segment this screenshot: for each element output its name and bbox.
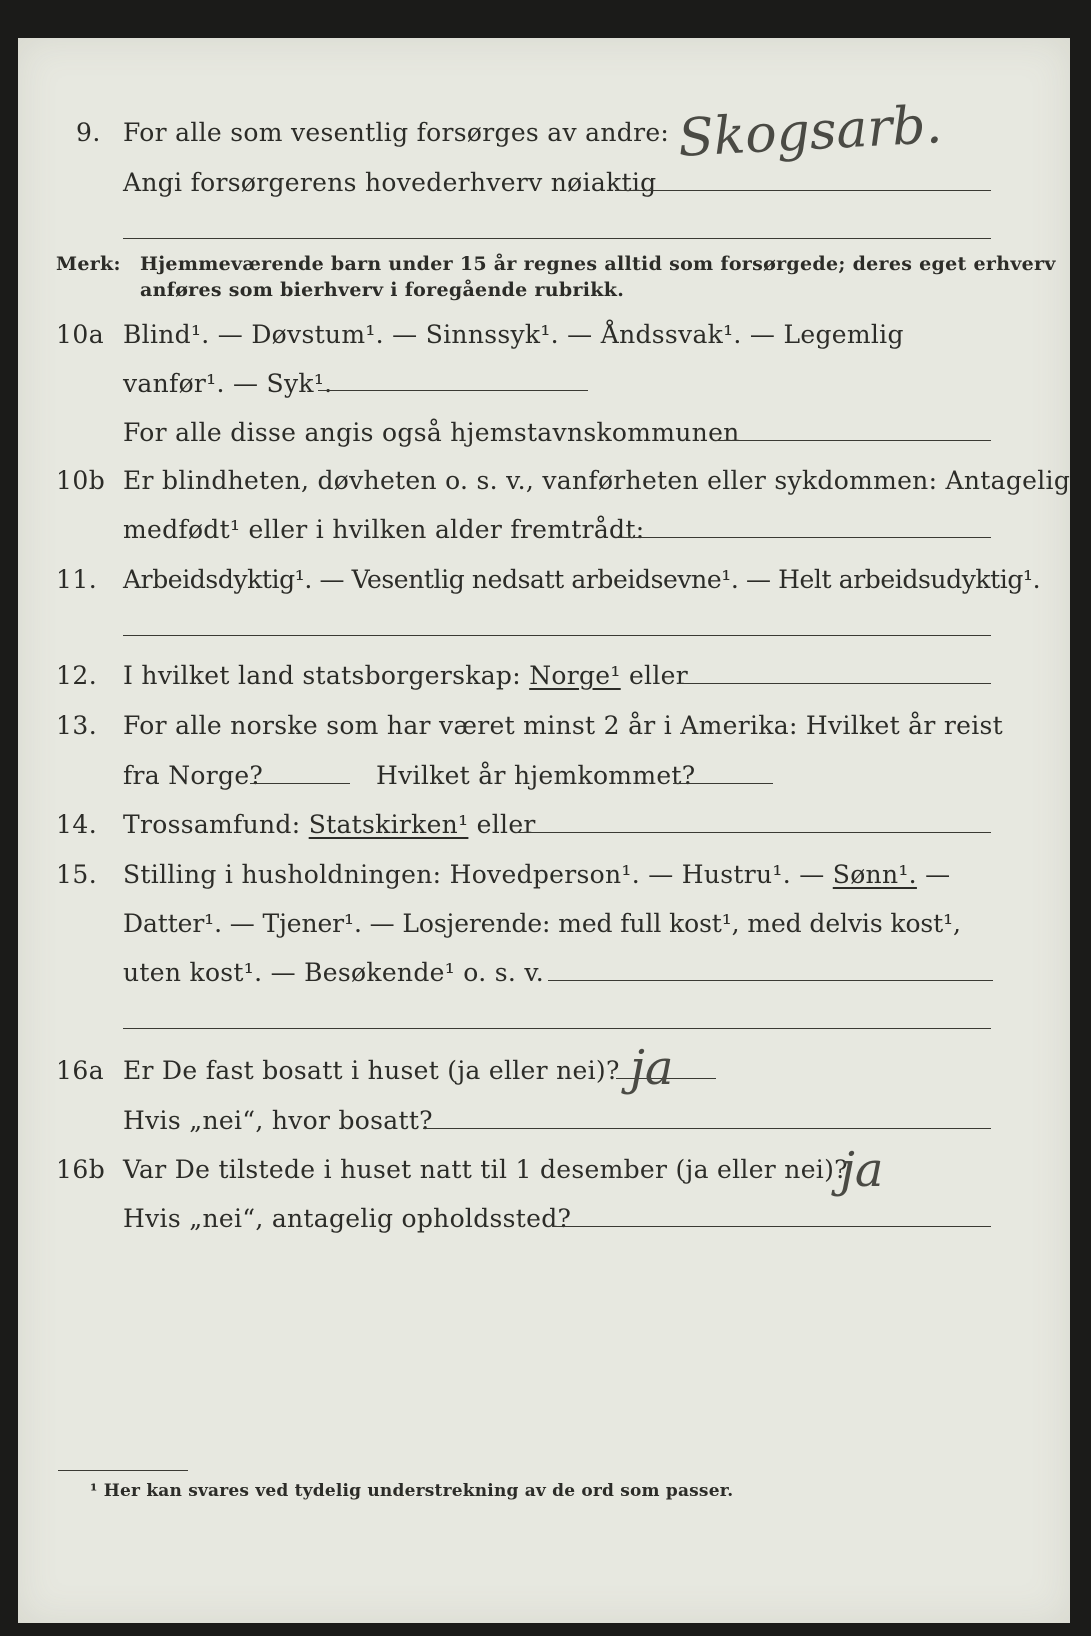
- q13-return-line: [673, 783, 773, 784]
- q9-handwritten-answer: Skogsarb.: [676, 95, 944, 169]
- q11-line1: Arbeidsdyktig¹. — Vesentlig nedsatt arbeidsevne¹. — Helt arbeidsudyktig¹.: [123, 565, 1041, 594]
- q15-line1-dash: —: [925, 860, 951, 889]
- q14-choice-state-church: Statskirken¹: [308, 810, 469, 839]
- q9-number: 9.: [76, 118, 101, 147]
- footnote-separator: [58, 1470, 188, 1471]
- q10a-line1: Blind¹. — Døvstum¹. — Sinnssyk¹. — Åndssvak¹. — Legemlig: [123, 320, 904, 349]
- q12-question: I hvilket land statsborgerskap:: [123, 661, 521, 690]
- q12-number: 12.: [56, 661, 98, 690]
- q16a-number: 16a: [56, 1056, 105, 1085]
- q14-line: [123, 810, 536, 839]
- q13-number: 13.: [56, 711, 98, 740]
- q16b-line1: Var De tilstede i huset natt til 1 desember (ja eller nei)?: [123, 1155, 848, 1184]
- merk-line1: Hjemmeværende barn under 15 år regnes alltid som forsørgede; deres eget erhverv: [140, 253, 1056, 275]
- q16b-handwritten-answer: ja: [840, 1142, 884, 1198]
- q15-line3: uten kost¹. — Besøkende¹ o. s. v.: [123, 958, 545, 987]
- q10b-line2: medfødt¹ eller i hvilken alder fremtrådt:: [123, 515, 645, 544]
- q15-line2: Datter¹. — Tjener¹. — Losjerende: med full kost¹, med delvis kost¹,: [123, 909, 961, 938]
- q9-line2: Angi forsørgerens hovederhverv nøiaktig: [123, 168, 657, 197]
- q14-or: eller: [476, 810, 536, 839]
- q9-answer-line: [616, 190, 991, 191]
- q10a-municipality-line: [713, 440, 991, 441]
- q13-line2b: Hvilket år hjemkommet?: [376, 761, 696, 790]
- q16a-line1: Er De fast bosatt i huset (ja eller nei)?: [123, 1056, 620, 1085]
- q10b-age-line: [618, 537, 991, 538]
- q16b-line2: Hvis „nei“, antagelig opholdssted?: [123, 1204, 572, 1233]
- q15-etc-line: [548, 980, 993, 981]
- q12-other-country-line: [678, 683, 991, 684]
- q9-extra-line: [123, 238, 991, 239]
- q16a-residence-line: [423, 1128, 991, 1129]
- q10a-line2: vanfør¹. — Syk¹.: [123, 369, 333, 398]
- q15-choice-son: Sønn¹.: [832, 860, 917, 889]
- q10a-line3: For alle disse angis også hjemstavnskommunen: [123, 418, 740, 447]
- q16b-location-line: [553, 1226, 991, 1227]
- q9-line1: For alle som vesentlig forsørges av andre:: [123, 118, 670, 147]
- q13-departure-line: [250, 783, 350, 784]
- q12-line: [123, 661, 688, 690]
- q15-number: 15.: [56, 860, 98, 889]
- q15-line1-text: Stilling i husholdningen: Hovedperson¹. — Hustru¹. —: [123, 860, 825, 889]
- census-form-page: [18, 38, 1070, 1623]
- q13-line1: For alle norske som har været minst 2 år i Amerika: Hvilket år reist: [123, 711, 1004, 740]
- q11-number: 11.: [56, 565, 98, 594]
- q12-choice-norway: Norge¹: [529, 661, 621, 690]
- q16a-handwritten-answer: ja: [630, 1040, 674, 1096]
- q16b-number: 16b: [56, 1155, 106, 1184]
- q13-line2a: fra Norge?: [123, 761, 264, 790]
- q14-other-line: [515, 832, 991, 833]
- q15-line1: [123, 860, 950, 889]
- q11-extra-line: [123, 635, 991, 636]
- q15-extra-line: [123, 1028, 991, 1029]
- q14-number: 14.: [56, 810, 98, 839]
- q16a-line2: Hvis „nei“, hvor bosatt?: [123, 1106, 433, 1135]
- q10a-number: 10a: [56, 320, 105, 349]
- q10b-number: 10b: [56, 466, 106, 495]
- q12-or: eller: [628, 661, 688, 690]
- q14-question: Trossamfund:: [123, 810, 301, 839]
- q10b-line1: Er blindheten, døvheten o. s. v., vanførheten eller sykdommen: Antagelig: [123, 466, 1071, 495]
- q10a-sick-line: [318, 390, 588, 391]
- merk-label: Merk:: [56, 253, 121, 275]
- footnote-text: ¹ Her kan svares ved tydelig understrekning av de ord som passer.: [90, 1481, 734, 1501]
- merk-line2: anføres som bierhverv i foregående rubrikk.: [140, 279, 625, 301]
